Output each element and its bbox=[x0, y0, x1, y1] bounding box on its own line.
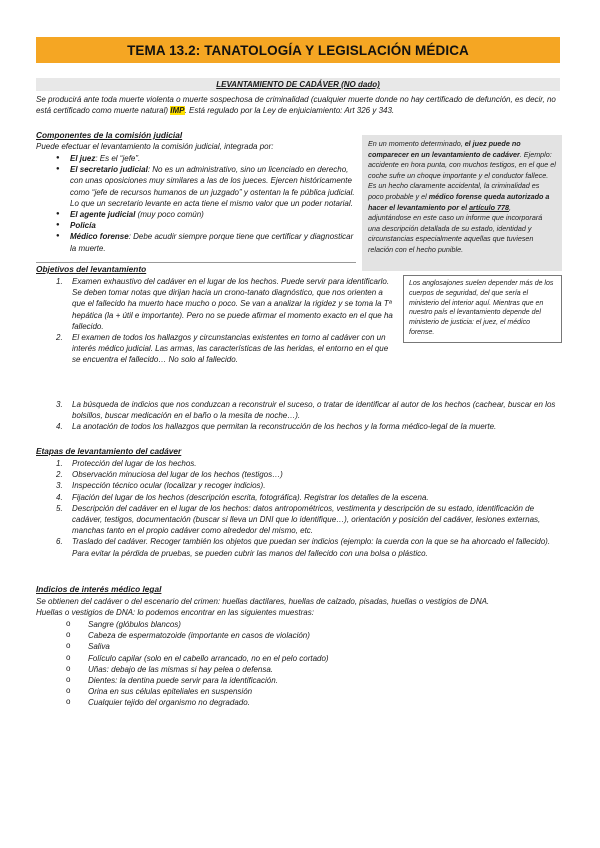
list-item: o Saliva bbox=[66, 641, 546, 652]
list-item: o Cabeza de espermatozoide (importante en casos de violación) bbox=[66, 630, 546, 641]
componentes-list bbox=[56, 153, 356, 254]
objetivos-list bbox=[56, 276, 398, 366]
divider bbox=[36, 262, 356, 263]
intro-paragraph bbox=[36, 94, 564, 116]
list-item: ● El secretario judicial: No es un administrativo, sino un licenciado en derecho, con unas oposiciones muy similares a las de los jueces. Ejercen históricamente como “jefe de recursos humanos de un juzgado” y ostentan la fe pública judicial. Lo que un secretario levante en acta tiene el mismo valor que un poder notarial. bbox=[56, 164, 356, 209]
heading-indicios: Indicios de interés médico legal bbox=[36, 584, 162, 594]
list-item: 2. El examen de todos los hallazgos y circunstancias existentes en torno al cadáver con un interés médico judicial. Las armas, las características de las heridas, el entorno en el que se encuentra el fallecido… No solo al fallecido. bbox=[56, 333, 389, 365]
list-item: 1. Examen exhaustivo del cadáver en el lugar de los hechos. Puede servir para identificarlo. Se deben tomar notas que dirijan hacia un crono-tanato diagnóstico, que nos orienten a que el fallecido ha muerto hace mucho o poco. Se van a analizar la rigidez y se toma la Tª hepática (la + útil e importante). Pero no se puede afirmar el momento exacto en el que ha fallecido. bbox=[56, 277, 393, 331]
list-item: 5. Descripción del cadáver en el lugar de los hechos: datos antropométricos, vestimenta y descripción de su estado, identificación de cadáver, testigos, documentación (buscar si lleva un DNI que lo identifique…), orientación y posición del cadáver, lesiones externas, manchas tanto en el propio cadáver como alrededor del mismo, etc. bbox=[56, 503, 541, 536]
list-item: 4. La anotación de todos los hallazgos que permitan la reconstrucción de los hechos y la forma médico-legal de la muerte. bbox=[56, 422, 497, 432]
list-item: 4. Fijación del lugar de los hechos (descripción escrita, fotográfica). Registrar los detalles de la escena. bbox=[56, 492, 429, 502]
list-item: o Sangre (glóbulos blancos) bbox=[66, 619, 546, 630]
imp-highlight: IMP bbox=[170, 106, 185, 116]
heading-componentes: Componentes de la comisión judicial bbox=[36, 130, 183, 140]
list-item: o Dientes: la dentina puede servir para la identificación. bbox=[66, 675, 546, 686]
componentes-lead: Puede efectuar el levantamiento la comisión judicial, integrada por: bbox=[36, 142, 274, 151]
heading-etapas: Etapas de levantamiento del cadáver bbox=[36, 446, 182, 456]
list-item: o Uñas: debajo de las mismas si hay pelea o defensa. bbox=[66, 664, 546, 675]
section-subheading: LEVANTAMIENTO DE CADÁVER (NO dado) bbox=[36, 78, 560, 91]
indicios-list bbox=[66, 619, 546, 709]
list-item: 1. Protección del lugar de los hechos. bbox=[56, 459, 197, 468]
list-item: o Folículo capilar (solo en el cabello arrancado, no en el pelo cortado) bbox=[66, 653, 546, 664]
list-item: o Cualquier tejido del organismo no degradado. bbox=[66, 697, 546, 708]
heading-objetivos: Objetivos del levantamiento bbox=[36, 264, 147, 274]
list-item: 6. Traslado del cadáver. Recoger también los objetos que puedan ser indicios (ejemplo: la cuerda con la que se ha ahorcado el fallecido). Para evitar la pérdida de pruebas, se pueden cubrir las manos del fallecido con una bolsa o plástico. bbox=[56, 537, 551, 558]
etapas-list bbox=[56, 458, 564, 559]
intro-text: Se producirá ante toda muerte violenta o muerte sospechosa de criminalidad (cualquier muerte donde no hay certificado de defunción, es decir, no está certificado como muerte natural) bbox=[36, 95, 556, 116]
intro-text-end: . Está regulado por la Ley de enjuiciamiento: Art 326 y 343. bbox=[184, 106, 395, 116]
indicios-lead-1: Se obtienen del cadáver o del escenario del crimen: huellas dactilares, huellas de calzado, pisadas, huellas o vestigios de DNA. bbox=[36, 597, 490, 606]
list-item: ● El agente judicial (muy poco común) bbox=[56, 209, 356, 220]
objetivos-list-cont bbox=[56, 399, 564, 433]
list-item: 3. La búsqueda de indicios que nos conduzcan a reconstruir el suceso, o tratar de identificar al autor de los hechos (cachear, buscar en los bolsillos, buscar medicación en el baño o la mesita de noche…). bbox=[56, 400, 556, 421]
list-item: ● Policía bbox=[56, 220, 356, 231]
sidebar-note-anglosajones: Los anglosajones suelen depender más de los cuerpos de seguridad, del que sería el ministerio del interior aquí. Mientras que en nuestro país el levantamiento depende del ministerio de justicia: el juez, el médico forense. bbox=[403, 275, 562, 343]
list-item: o Orina en sus células epiteliales en suspensión bbox=[66, 686, 546, 697]
sidebar-note-juez: En un momento determinado, el juez puede no comparecer en un levantamiento de cadáver. Ejemplo: accidente en hora punta, con muchos testigos, en el que el coche sufre un choque importante y el conductor fallece. Es un hecho claramente accidental, la criminalidad es poco probable y el médico forense queda autorizado a hacer el levantamiento por el artículo 778, adjuntándose en este caso un informe que incorporará una descripción detallada de su estado, identidad y circunstancias especialmente aquellas que tuviesen relación con el hecho punible. bbox=[362, 135, 562, 271]
title-bar bbox=[36, 37, 560, 63]
list-item: 3. Inspección técnico ocular (localizar y recoger indicios). bbox=[56, 481, 266, 491]
indicios-lead-2: Huellas o vestigios de DNA: lo podemos encontrar en las siguientes muestras: bbox=[36, 608, 314, 617]
page-title: TEMA 13.2: TANATOLOGÍA Y LEGISLACIÓN MÉDICA bbox=[127, 42, 469, 58]
list-item: ● El juez: Es el “jefe”. bbox=[56, 153, 356, 164]
list-item: ● Médico forense: Debe acudir siempre porque tiene que certificar y diagnosticar la muerte. bbox=[56, 231, 356, 253]
list-item: 2. Observación minuciosa del lugar de los hechos (testigos…) bbox=[56, 470, 283, 480]
